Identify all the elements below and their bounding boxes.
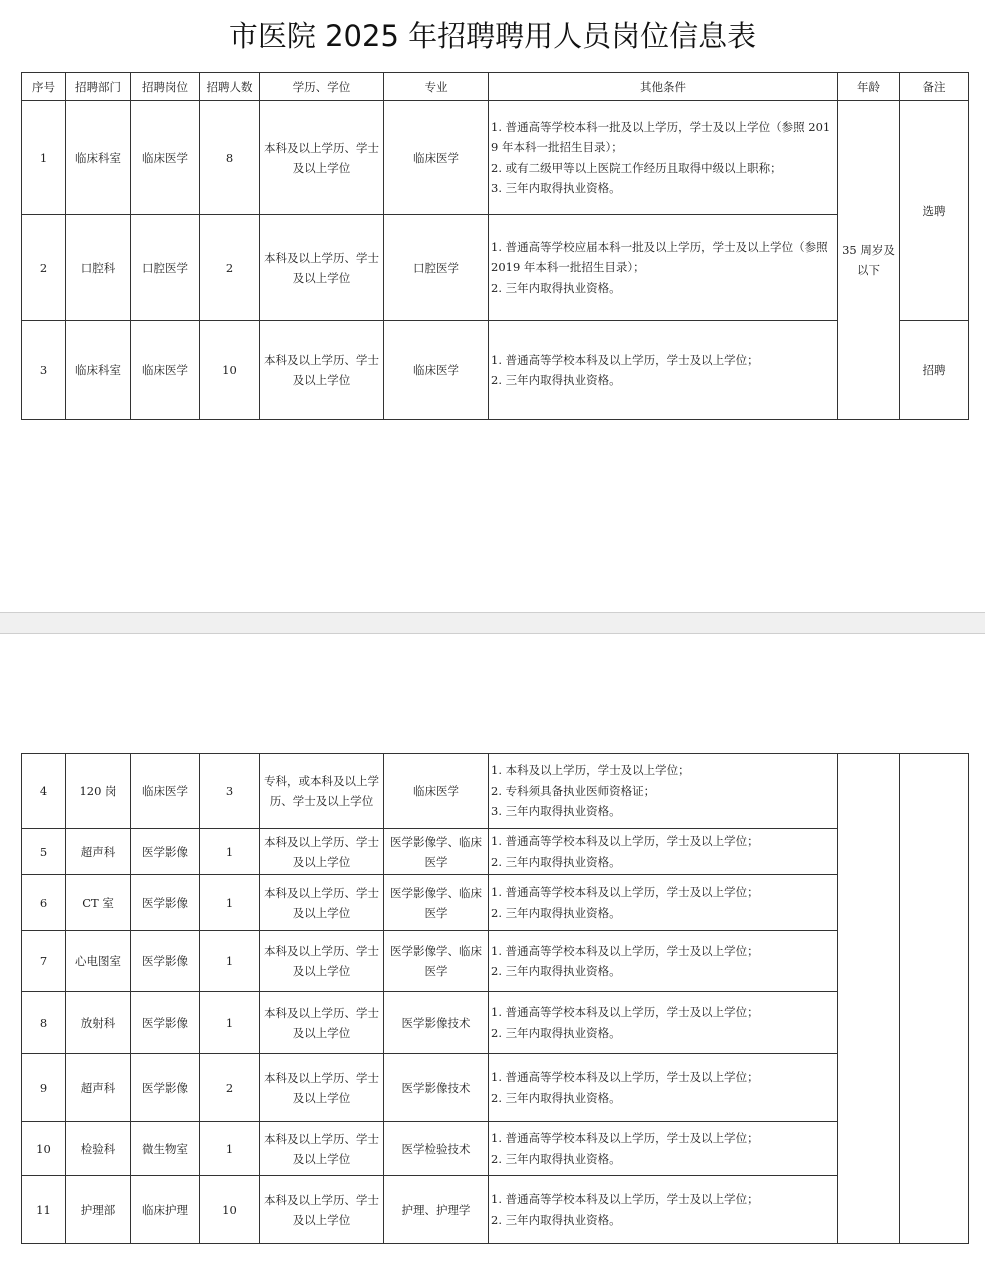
cell-conditions (489, 875, 838, 931)
cell-conditions (489, 829, 838, 875)
cell-edu: 本科及以上学历、学士及以上学位 (260, 1176, 384, 1244)
table-header-row (22, 73, 969, 101)
table-row (22, 1054, 969, 1122)
cell-no: 10 (22, 1122, 66, 1176)
cell-no: 4 (22, 754, 66, 829)
cell-edu: 本科及以上学历、学士及以上学位 (260, 931, 384, 992)
table-row (22, 1122, 969, 1176)
condition-line: 1. 普通高等学校本科及以上学历，学士及以上学位； (491, 834, 759, 848)
cell-dept: 临床科室 (66, 101, 131, 215)
cell-no: 6 (22, 875, 66, 931)
condition-line: 2. 三年内取得执业资格。 (491, 905, 621, 920)
cell-remark-recruit: 招聘 (900, 321, 969, 420)
cell-post: 医学影像 (131, 1054, 200, 1122)
header-remark: 备注 (900, 73, 969, 101)
cell-count: 10 (200, 321, 260, 420)
cell-post: 微生物室 (131, 1122, 200, 1176)
cell-count: 1 (200, 1122, 260, 1176)
cell-count: 8 (200, 101, 260, 215)
cell-no: 1 (22, 101, 66, 215)
header-conditions: 其他条件 (489, 73, 838, 101)
cell-no: 9 (22, 1054, 66, 1122)
table-row (22, 321, 969, 420)
cell-edu: 本科及以上学历、学士及以上学位 (260, 875, 384, 931)
cell-age-empty (838, 754, 900, 1244)
cell-major: 医学影像技术 (384, 1054, 489, 1122)
cell-edu: 专科，或本科及以上学历、学士及以上学位 (260, 754, 384, 829)
cell-count: 2 (200, 1054, 260, 1122)
cell-conditions (489, 931, 838, 992)
cell-post: 口腔医学 (131, 215, 200, 321)
header-age: 年龄 (838, 73, 900, 101)
condition-line: 2. 三年内取得执业资格。 (491, 1090, 621, 1105)
recruitment-table-page-1 (21, 72, 969, 420)
cell-conditions (489, 754, 838, 829)
cell-dept: 超声科 (66, 829, 131, 875)
header-no: 序号 (22, 73, 66, 101)
header-edu: 学历、学位 (260, 73, 384, 101)
condition-line: 2. 三年内取得执业资格。 (491, 1212, 621, 1227)
table-row (22, 1176, 969, 1244)
condition-line: 2. 专科须具备执业医师资格证； (491, 783, 656, 798)
condition-line: 1. 本科及以上学历，学士及以上学位； (491, 763, 690, 778)
cell-dept: 放射科 (66, 992, 131, 1054)
cell-dept: 120 岗 (66, 754, 131, 829)
cell-edu: 本科及以上学历、学士及以上学位 (260, 1122, 384, 1176)
cell-dept: 超声科 (66, 1054, 131, 1122)
condition-line: 2. 或有二级甲等以上医院工作经历且取得中级以上职称； (491, 160, 782, 175)
cell-edu: 本科及以上学历、学士及以上学位 (260, 321, 384, 420)
cell-edu: 本科及以上学历、学士及以上学位 (260, 215, 384, 321)
header-dept: 招聘部门 (66, 73, 131, 101)
cell-edu: 本科及以上学历、学士及以上学位 (260, 992, 384, 1054)
condition-line: 1. 普通高等学校本科及以上学历，学士及以上学位； (491, 1131, 759, 1145)
condition-line: 2. 三年内取得执业资格。 (491, 1025, 621, 1040)
condition-line: 3. 三年内取得执业资格。 (491, 181, 621, 195)
cell-no: 11 (22, 1176, 66, 1244)
cell-major: 医学检验技术 (384, 1122, 489, 1176)
cell-conditions (489, 101, 838, 215)
table-row (22, 215, 969, 321)
cell-post: 临床医学 (131, 101, 200, 215)
cell-post: 医学影像 (131, 829, 200, 875)
cell-no: 3 (22, 321, 66, 420)
table-row (22, 992, 969, 1054)
cell-conditions (489, 215, 838, 321)
cell-major: 医学影像技术 (384, 992, 489, 1054)
table-row (22, 101, 969, 215)
table-row (22, 931, 969, 992)
condition-line: 1. 普通高等学校本科及以上学历，学士及以上学位； (491, 1005, 759, 1019)
cell-count: 1 (200, 992, 260, 1054)
cell-edu: 本科及以上学历、学士及以上学位 (260, 829, 384, 875)
cell-post: 医学影像 (131, 875, 200, 931)
cell-major: 临床医学 (384, 321, 489, 420)
cell-post: 临床医学 (131, 321, 200, 420)
cell-count: 1 (200, 829, 260, 875)
cell-count: 2 (200, 215, 260, 321)
table-row (22, 754, 969, 829)
cell-count: 1 (200, 875, 260, 931)
cell-no: 8 (22, 992, 66, 1054)
cell-dept: 口腔科 (66, 215, 131, 321)
cell-no: 2 (22, 215, 66, 321)
cell-count: 3 (200, 754, 260, 829)
cell-post: 临床护理 (131, 1176, 200, 1244)
cell-edu: 本科及以上学历、学士及以上学位 (260, 101, 384, 215)
condition-line: 1. 普通高等学校应届本科一批及以上学历，学士及以上学位（参照 2019 年本科一批招生目录）； (491, 239, 828, 275)
condition-line: 1. 普通高等学校本科及以上学历，学士及以上学位； (491, 1192, 759, 1206)
cell-conditions (489, 1122, 838, 1176)
header-major: 专业 (384, 73, 489, 101)
cell-major: 临床医学 (384, 101, 489, 215)
cell-post: 医学影像 (131, 992, 200, 1054)
condition-line: 1. 普通高等学校本科及以上学历，学士及以上学位； (491, 885, 759, 899)
cell-conditions (489, 1054, 838, 1122)
cell-conditions (489, 1176, 838, 1244)
cell-age-group: 35 周岁及以下 (838, 101, 900, 420)
cell-remark-empty (900, 754, 969, 1244)
condition-line: 2. 三年内取得执业资格。 (491, 964, 621, 978)
cell-major: 医学影像学、临床医学 (384, 875, 489, 931)
page-title: 市医院 2025 年招聘聘用人员岗位信息表 (228, 19, 757, 53)
table-row (22, 829, 969, 875)
condition-line: 2. 三年内取得执业资格。 (491, 1151, 621, 1166)
cell-major: 护理、护理学 (384, 1176, 489, 1244)
cell-remark-selection: 选聘 (900, 101, 969, 321)
cell-dept: 临床科室 (66, 321, 131, 420)
header-post: 招聘岗位 (131, 73, 200, 101)
condition-line: 1. 普通高等学校本科及以上学历，学士及以上学位； (491, 943, 759, 958)
cell-no: 5 (22, 829, 66, 875)
cell-dept: CT 室 (66, 875, 131, 931)
cell-count: 10 (200, 1176, 260, 1244)
cell-dept: 检验科 (66, 1122, 131, 1176)
cell-major: 口腔医学 (384, 215, 489, 321)
cell-major: 医学影像学、临床医学 (384, 931, 489, 992)
condition-line: 2. 三年内取得执业资格。 (491, 854, 621, 869)
condition-line: 1. 普通高等学校本科一批及以上学历，学士及以上学位（参照 2019 年本科一批招生目录）； (491, 119, 831, 154)
cell-conditions (489, 321, 838, 420)
table-row (22, 875, 969, 931)
cell-dept: 护理部 (66, 1176, 131, 1244)
cell-no: 7 (22, 931, 66, 992)
cell-major: 医学影像学、临床医学 (384, 829, 489, 875)
condition-line: 1. 普通高等学校本科及以上学历，学士及以上学位； (491, 1070, 759, 1084)
recruitment-table-page-2 (21, 753, 969, 1244)
cell-major: 临床医学 (384, 754, 489, 829)
cell-post: 临床医学 (131, 754, 200, 829)
cell-post: 医学影像 (131, 931, 200, 992)
cell-conditions (489, 992, 838, 1054)
header-count: 招聘人数 (200, 73, 260, 101)
cell-dept: 心电图室 (66, 931, 131, 992)
condition-line: 3. 三年内取得执业资格。 (491, 804, 621, 819)
cell-edu: 本科及以上学历、学士及以上学位 (260, 1054, 384, 1122)
condition-line: 2. 三年内取得执业资格。 (491, 280, 621, 295)
page-break (0, 612, 985, 634)
condition-line: 1. 普通高等学校本科及以上学历，学士及以上学位； (491, 352, 759, 367)
condition-line: 2. 三年内取得执业资格。 (491, 373, 621, 387)
cell-count: 1 (200, 931, 260, 992)
